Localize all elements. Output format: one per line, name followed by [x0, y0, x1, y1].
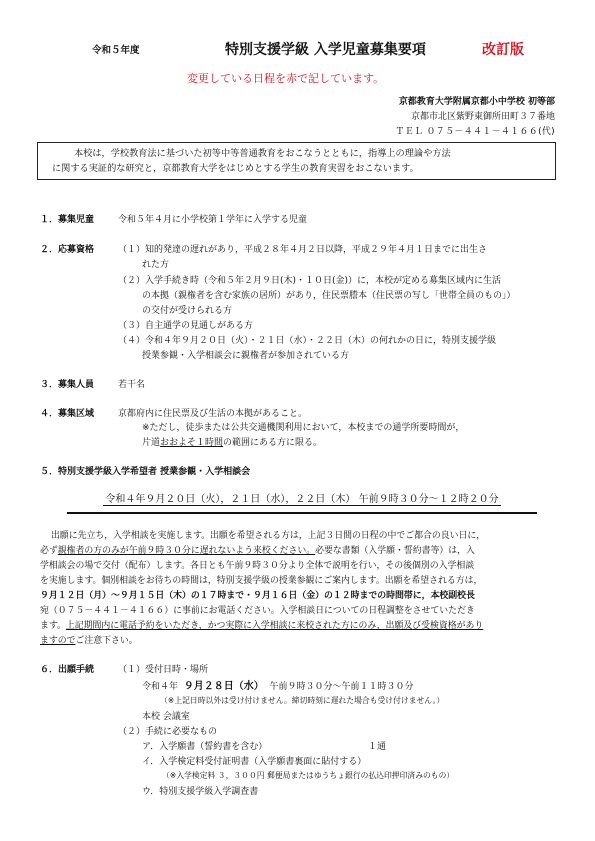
section-5-heading: ５．特別支援学級入学希望者 授業参観・入学相談会 — [40, 467, 251, 477]
section-3-heading: ３．募集人員 — [40, 380, 95, 390]
p2-post: 必要な書類（入学願・誓約書等）は，入 — [315, 546, 475, 556]
para-line-7 — [40, 620, 483, 632]
section-6-heading: ６．出願手続 — [40, 665, 95, 675]
school-address: 京都市北区紫野東御所田町３７番地 — [410, 112, 555, 122]
qualification-3: （３）自主通学の見通しがある方 — [118, 321, 254, 331]
note-2-underlined: おおよそ１時間 — [160, 438, 224, 448]
reception-note: （※上記日時以外は受け付けません。締切時刻に遅れた場合も受け付けません。） — [160, 696, 445, 705]
para-line-8 — [40, 635, 138, 647]
date-bold: ９月２８日（水） — [183, 681, 264, 692]
section-1-body: 令和５年４月に小学校第１学年に入学する児童 — [118, 215, 308, 225]
section-2-heading: ２．応募資格 — [40, 245, 95, 255]
p8-underlined: ますので — [40, 636, 76, 646]
schedule-divider — [67, 512, 537, 514]
qualification-1b: れた方 — [142, 260, 170, 270]
section-4-note-1: ※ただし，徒歩または公共交通機関利用において，本校までの通学所要時間が， — [142, 423, 465, 433]
para-line-1: 出願に先立ち，入学相談を実施します。出願を希望される方は，上記３日間の日程の中でご都合の良い日に， — [51, 531, 486, 541]
note-2-post: の範囲にある方に限る。 — [223, 438, 323, 448]
required-item-a: ア．入学願書（誓約書を含む） — [142, 742, 268, 752]
qualification-2a: （２）入学手続き時（令和５年２月９日(木)・１０日(金)）に，本校が定める募集区域内に生活 — [118, 276, 502, 286]
qualification-4a: （４）令和４年９月２０日（火）・２１日（水）・２２日（木）の何れかの日に，特別支援学級 — [118, 336, 497, 346]
schedule-text: 令和４年９月２０日（火），２１日（水），２２日（木） 午前９時３０分～１２時２０分 — [105, 494, 499, 505]
para-line-4: を実施します。個別相談をお待ちの時間は，特別支援学級の授業参観にご案内します。出願を希望される方は， — [40, 576, 483, 586]
para-line-2 — [40, 545, 475, 557]
red-notice: 変更している日程を赤で記しています。 — [187, 72, 385, 85]
p7-pre: ます。 — [40, 621, 66, 631]
section-4-body: 京都府内に住民票及び生活の本拠があること。 — [118, 409, 308, 419]
section-4-heading: ４．募集区域 — [40, 409, 95, 419]
revised-badge: 改訂版 — [482, 42, 524, 58]
section-3-body: 若干名 — [118, 380, 146, 390]
p7-underlined: 上記期間内に電話予約をいただき，かつ実際に入学相談に来校された方にのみ，出願及び受検資格があり — [65, 621, 484, 631]
reception-place: 本校 会議室 — [142, 712, 190, 722]
section-1-heading: １．募集児童 — [40, 215, 95, 225]
school-name: 京都教育大学附属京都小中学校 初等部 — [398, 97, 555, 107]
required-item-b: イ．入学検定料受付証明書（入学願書裏面に貼付する） — [142, 757, 367, 767]
year-label: 令和５年度 — [92, 45, 140, 56]
qualification-2b: の本拠（親権者を含む家族の居所）があり，住民票謄本（住民票の写し「世帯全員のもの」） — [142, 291, 516, 301]
p8-post: ご注意下さい。 — [75, 636, 138, 646]
required-item-a-count: １通 — [368, 742, 387, 752]
note-2-pre: 片道 — [142, 438, 161, 448]
school-tel: ＴＥＬ ０７５－４４１－４１６６(代) — [395, 127, 555, 137]
procedure-sub-1: （１）受付日時・場所 — [118, 665, 209, 675]
consultation-schedule — [67, 491, 537, 509]
section-4-note-2 — [142, 437, 322, 449]
required-item-c: ウ．特別支援学級入学調査書 — [142, 787, 259, 797]
intro-line-2: に関する実証的な研究と，京都教育大学をはじめとする学生の教育実習をおこないます。 — [52, 163, 419, 174]
date-pre: 令和４年 — [142, 682, 179, 692]
para-line-5: ９月１２日（月）～９月１５日（木）の１７時まで・９月１６日（金）の１２時までの時間帯に，本校副校長 — [40, 591, 475, 601]
procedure-sub-2: （２）手続に必要なもの — [118, 727, 218, 737]
page-title: 特別支援学級 入学児童募集要項 — [225, 42, 426, 58]
qualification-1a: （１）知的発達の遅れがあり，平成２８年４月２日以降，平成２９年４月１日までに出生さ — [118, 245, 488, 255]
required-item-b-note: （※入学検定料 ３，３００円 郵便局またはゆうちょ銀行の払込印押印済みのもの） — [162, 771, 455, 780]
qualification-2c: の交付が受けられる方 — [142, 306, 233, 316]
para-line-3: 学相談会の場で交付（配布）します。各日とも午前９時３０分より全体で説明を行い，その後個別の入学相談 — [40, 561, 475, 571]
p2-pre: 必ず — [40, 546, 58, 556]
p2-underlined: 親権者の方のみが午前９時３０分に遅れないよう来校ください。 — [57, 546, 316, 556]
intro-box — [37, 142, 556, 180]
para-line-6: 宛（０７５－４４１－４１６６）に事前にお電話ください。入学相談日についての日程調整をさせていただき — [40, 606, 475, 616]
qualification-4b: 授業参観・入学相談会に親権者が参加されている方 — [142, 351, 350, 361]
reception-date — [142, 680, 414, 694]
date-post: 午前９時３０分～午前１１時３０分 — [269, 682, 414, 692]
intro-line-1: 本校は，学校教育法に基づいた初等中等普通教育をおこなうとともに，指導上の理論や方法 — [74, 148, 451, 159]
